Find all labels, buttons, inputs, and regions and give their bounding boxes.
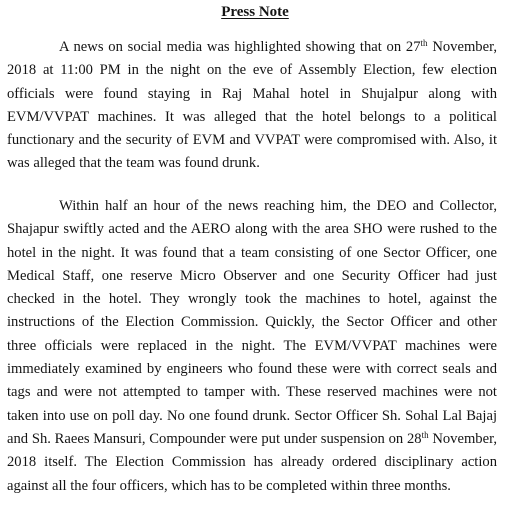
paragraph-1-text-b: November, 2018 at 11:00 PM in the night on the eve of Assembly Election, few election officials were found staying in Raj Mahal hotel in Shujalpur along with EVM/VVPAT machines. It was alleged that the hotel belongs to a political functionary and the security of EVM and VVPAT were compromised with. Also, it was alleged that the team was found drunk.: [7, 39, 497, 172]
paragraph-1-text-a: A news on social media was highlighted showing that on 27: [59, 39, 421, 55]
page-title: Press Note: [221, 4, 289, 20]
paragraph-2-text-a: Within half an hour of the news reaching him, the DEO and Collector, Shajapur swiftly acted and the AERO along with the area SHO were rushed to the hotel in the night. It was found that a team consisting of one Sector Officer, one Medical Staff, one reserve Micro Observer and one Security Officer had just checked in the hotel. They wrongly took the machines to hotel, against the instructions of the Election Commission. Quickly, the Sector Officer and other three officials were replaced in the night. The EVM/VVPAT machines were immediately examined by engineers who found these were with correct seals and tags and were not attempted to tamper with. These reserved machines were not taken into use on poll day. No one found drunk. Sector Officer Sh. Sohal Lal Bajaj and Sh. Raees Mansuri, Compounder were put under suspension on 28: [7, 198, 497, 447]
paragraph-2-text-b: November, 2018 itself. The Election Commission has already ordered disciplinary action against all the four officers, which has to be completed within three months.: [7, 430, 497, 494]
ordinal-suffix: th: [421, 429, 429, 440]
paragraph-1: [7, 36, 497, 176]
paragraph-2: [7, 195, 497, 498]
ordinal-suffix: th: [420, 38, 428, 48]
